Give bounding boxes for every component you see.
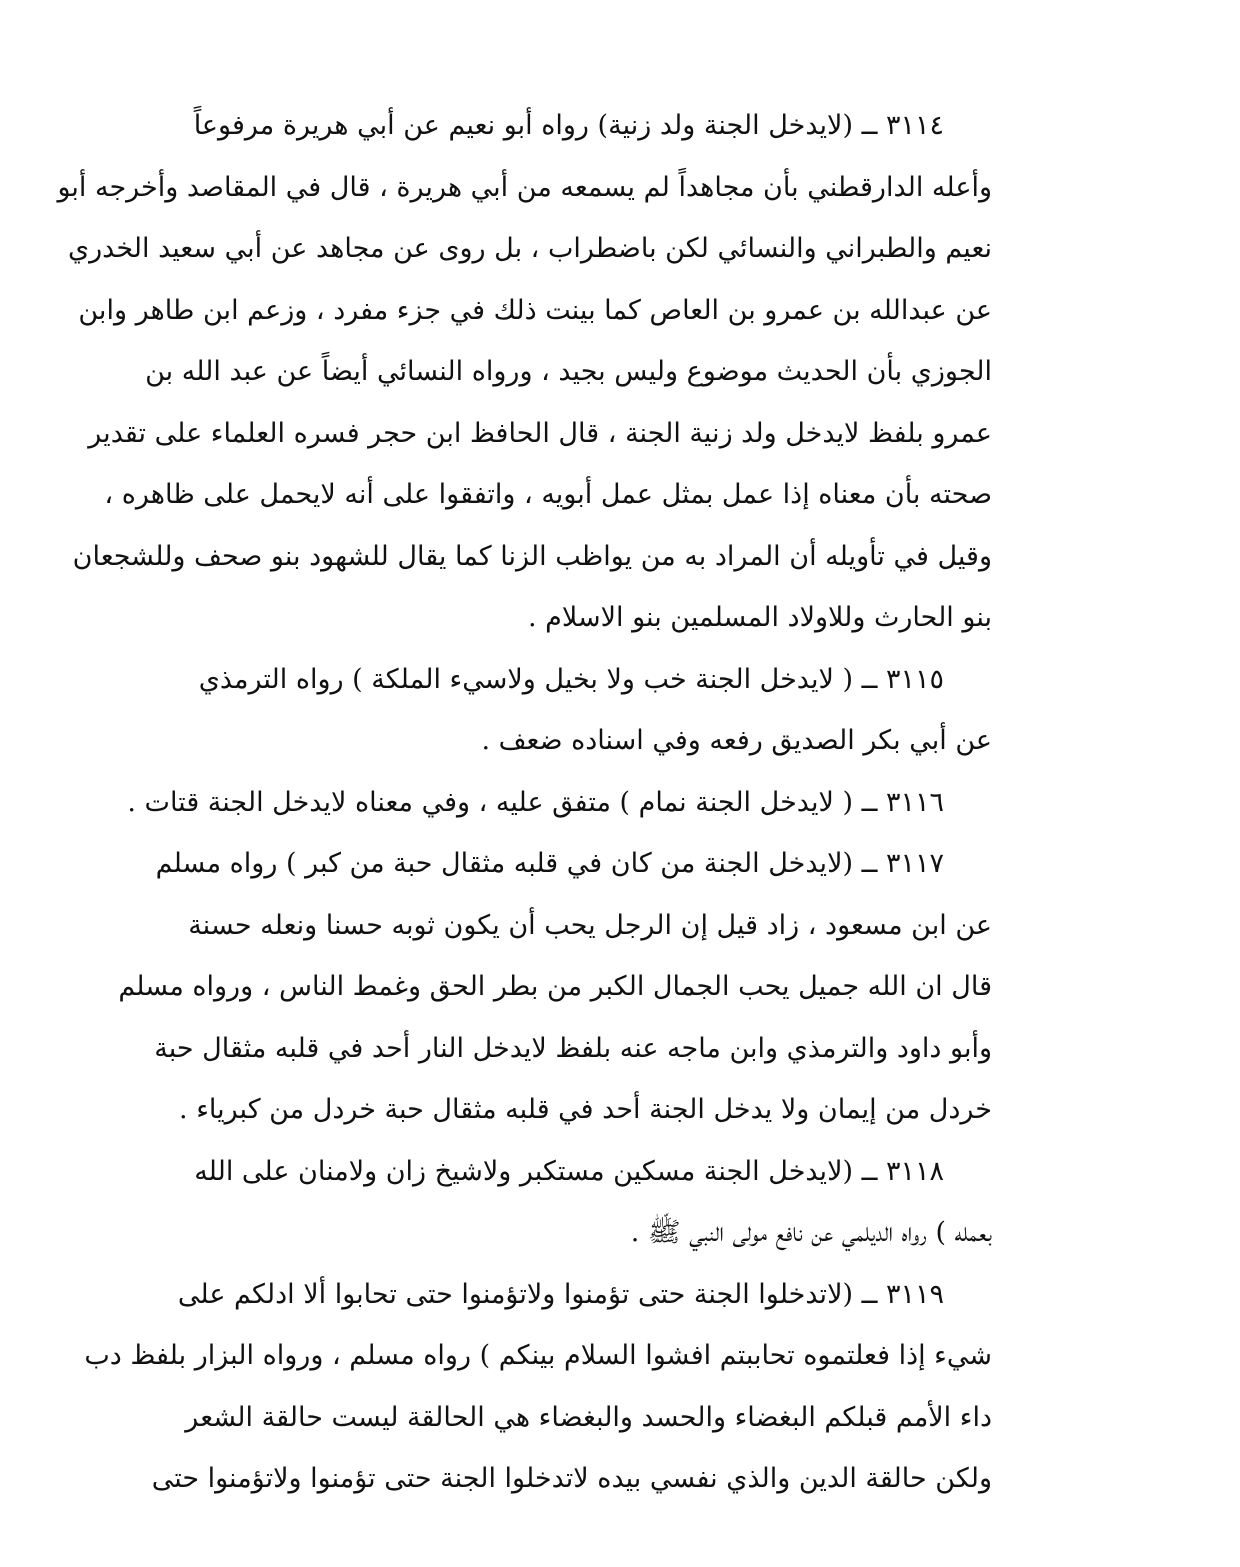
text-line: بعمله ) رواه الديلمي عن نافع مولى النبي ﷺ . bbox=[630, 1217, 992, 1248]
text-line: شيء إذا فعلتموه تحاببتم افشوا السلام بينكم ) رواه مسلم ، ورواه البزار بلفظ دب bbox=[84, 1340, 992, 1371]
text-line: خردل من إيمان ولا يدخل الجنة أحد في قلبه مثقال حبة خردل من كبرياء . bbox=[179, 1094, 992, 1125]
text-line: ٣١١٧ ــ (لايدخل الجنة من كان في قلبه مثقال حبة من كبر ) رواه مسلم bbox=[155, 848, 944, 879]
text-line: وأعله الدارقطني بأن مجاهداً لم يسمعه من أبي هريرة ، قال في المقاصد وأخرجه أبو bbox=[57, 171, 992, 203]
text-line: وقيل في تأويله أن المراد به من يواظب الزنا كما يقال للشهود بنو صحف وللشجعان bbox=[72, 540, 992, 572]
text-line: ٣١١٦ ــ ( لايدخل الجنة نمام ) متفق عليه ، وفي معناه لايدخل الجنة قتات . bbox=[127, 786, 944, 818]
text-line: ٣١١٥ ــ ( لايدخل الجنة خب ولا بخيل ولاسيء الملكة ) رواه الترمذي bbox=[198, 663, 944, 695]
text-line: ٣١١٩ ــ (لاتدخلوا الجنة حتى تؤمنوا ولاتؤمنوا حتى تحابوا ألا ادلكم على bbox=[177, 1278, 944, 1310]
text-line: عن عبدالله بن عمرو بن العاص كما بينت ذلك في جزء مفرد ، وزعم ابن طاهر وابن bbox=[78, 294, 992, 326]
text-line: نعيم والطبراني والنسائي لكن باضطراب ، بل روى عن مجاهد عن أبي سعيد الخدري bbox=[67, 233, 992, 264]
text-line: عمرو بلفظ لايدخل ولد زنية الجنة ، قال الحافظ ابن حجر فسره العلماء على تقدير bbox=[88, 417, 992, 449]
text-line: صحته بأن معناه إذا عمل بمثل عمل أبويه ، واتفقوا على أنه لايحمل على ظاهره ، bbox=[104, 479, 992, 510]
text-line: قال ان الله جميل يحب الجمال الكبر من بطر الحق وغمط الناس ، ورواه مسلم bbox=[118, 971, 992, 1002]
arabic-text-body bbox=[57, 95, 992, 1510]
text-line: ٣١١٤ ــ (لايدخل الجنة ولد زنية) رواه أبو نعيم عن أبي هريرة مرفوعاً bbox=[193, 110, 944, 141]
text-line: عن أبي بكر الصديق رفعه وفي اسناده ضعف . bbox=[481, 725, 992, 756]
text-line: بنو الحارث وللاولاد المسلمين بنو الاسلام . bbox=[528, 602, 992, 633]
text-line: ٣١١٨ ــ (لايدخل الجنة مسكين مستكبر ولاشيخ زان ولامنان على الله bbox=[194, 1155, 944, 1187]
text-line: الجوزي بأن الحديث موضوع وليس بجيد ، ورواه النسائي أيضاً عن عبد الله بن bbox=[145, 356, 992, 387]
text-line: ولكن حالقة الدين والذي نفسي بيده لاتدخلوا الجنة حتى تؤمنوا ولاتؤمنوا حتى bbox=[151, 1463, 992, 1494]
text-line: وأبو داود والترمذي وابن ماجه عنه بلفظ لايدخل النار أحد في قلبه مثقال حبة bbox=[154, 1032, 992, 1064]
text-line: داء الأمم قبلكم البغضاء والحسد والبغضاء هي الحالقة ليست حالقة الشعر bbox=[185, 1401, 992, 1433]
text-line: عن ابن مسعود ، زاد قيل إن الرجل يحب أن يكون ثوبه حسنا ونعله حسنة bbox=[188, 909, 992, 941]
